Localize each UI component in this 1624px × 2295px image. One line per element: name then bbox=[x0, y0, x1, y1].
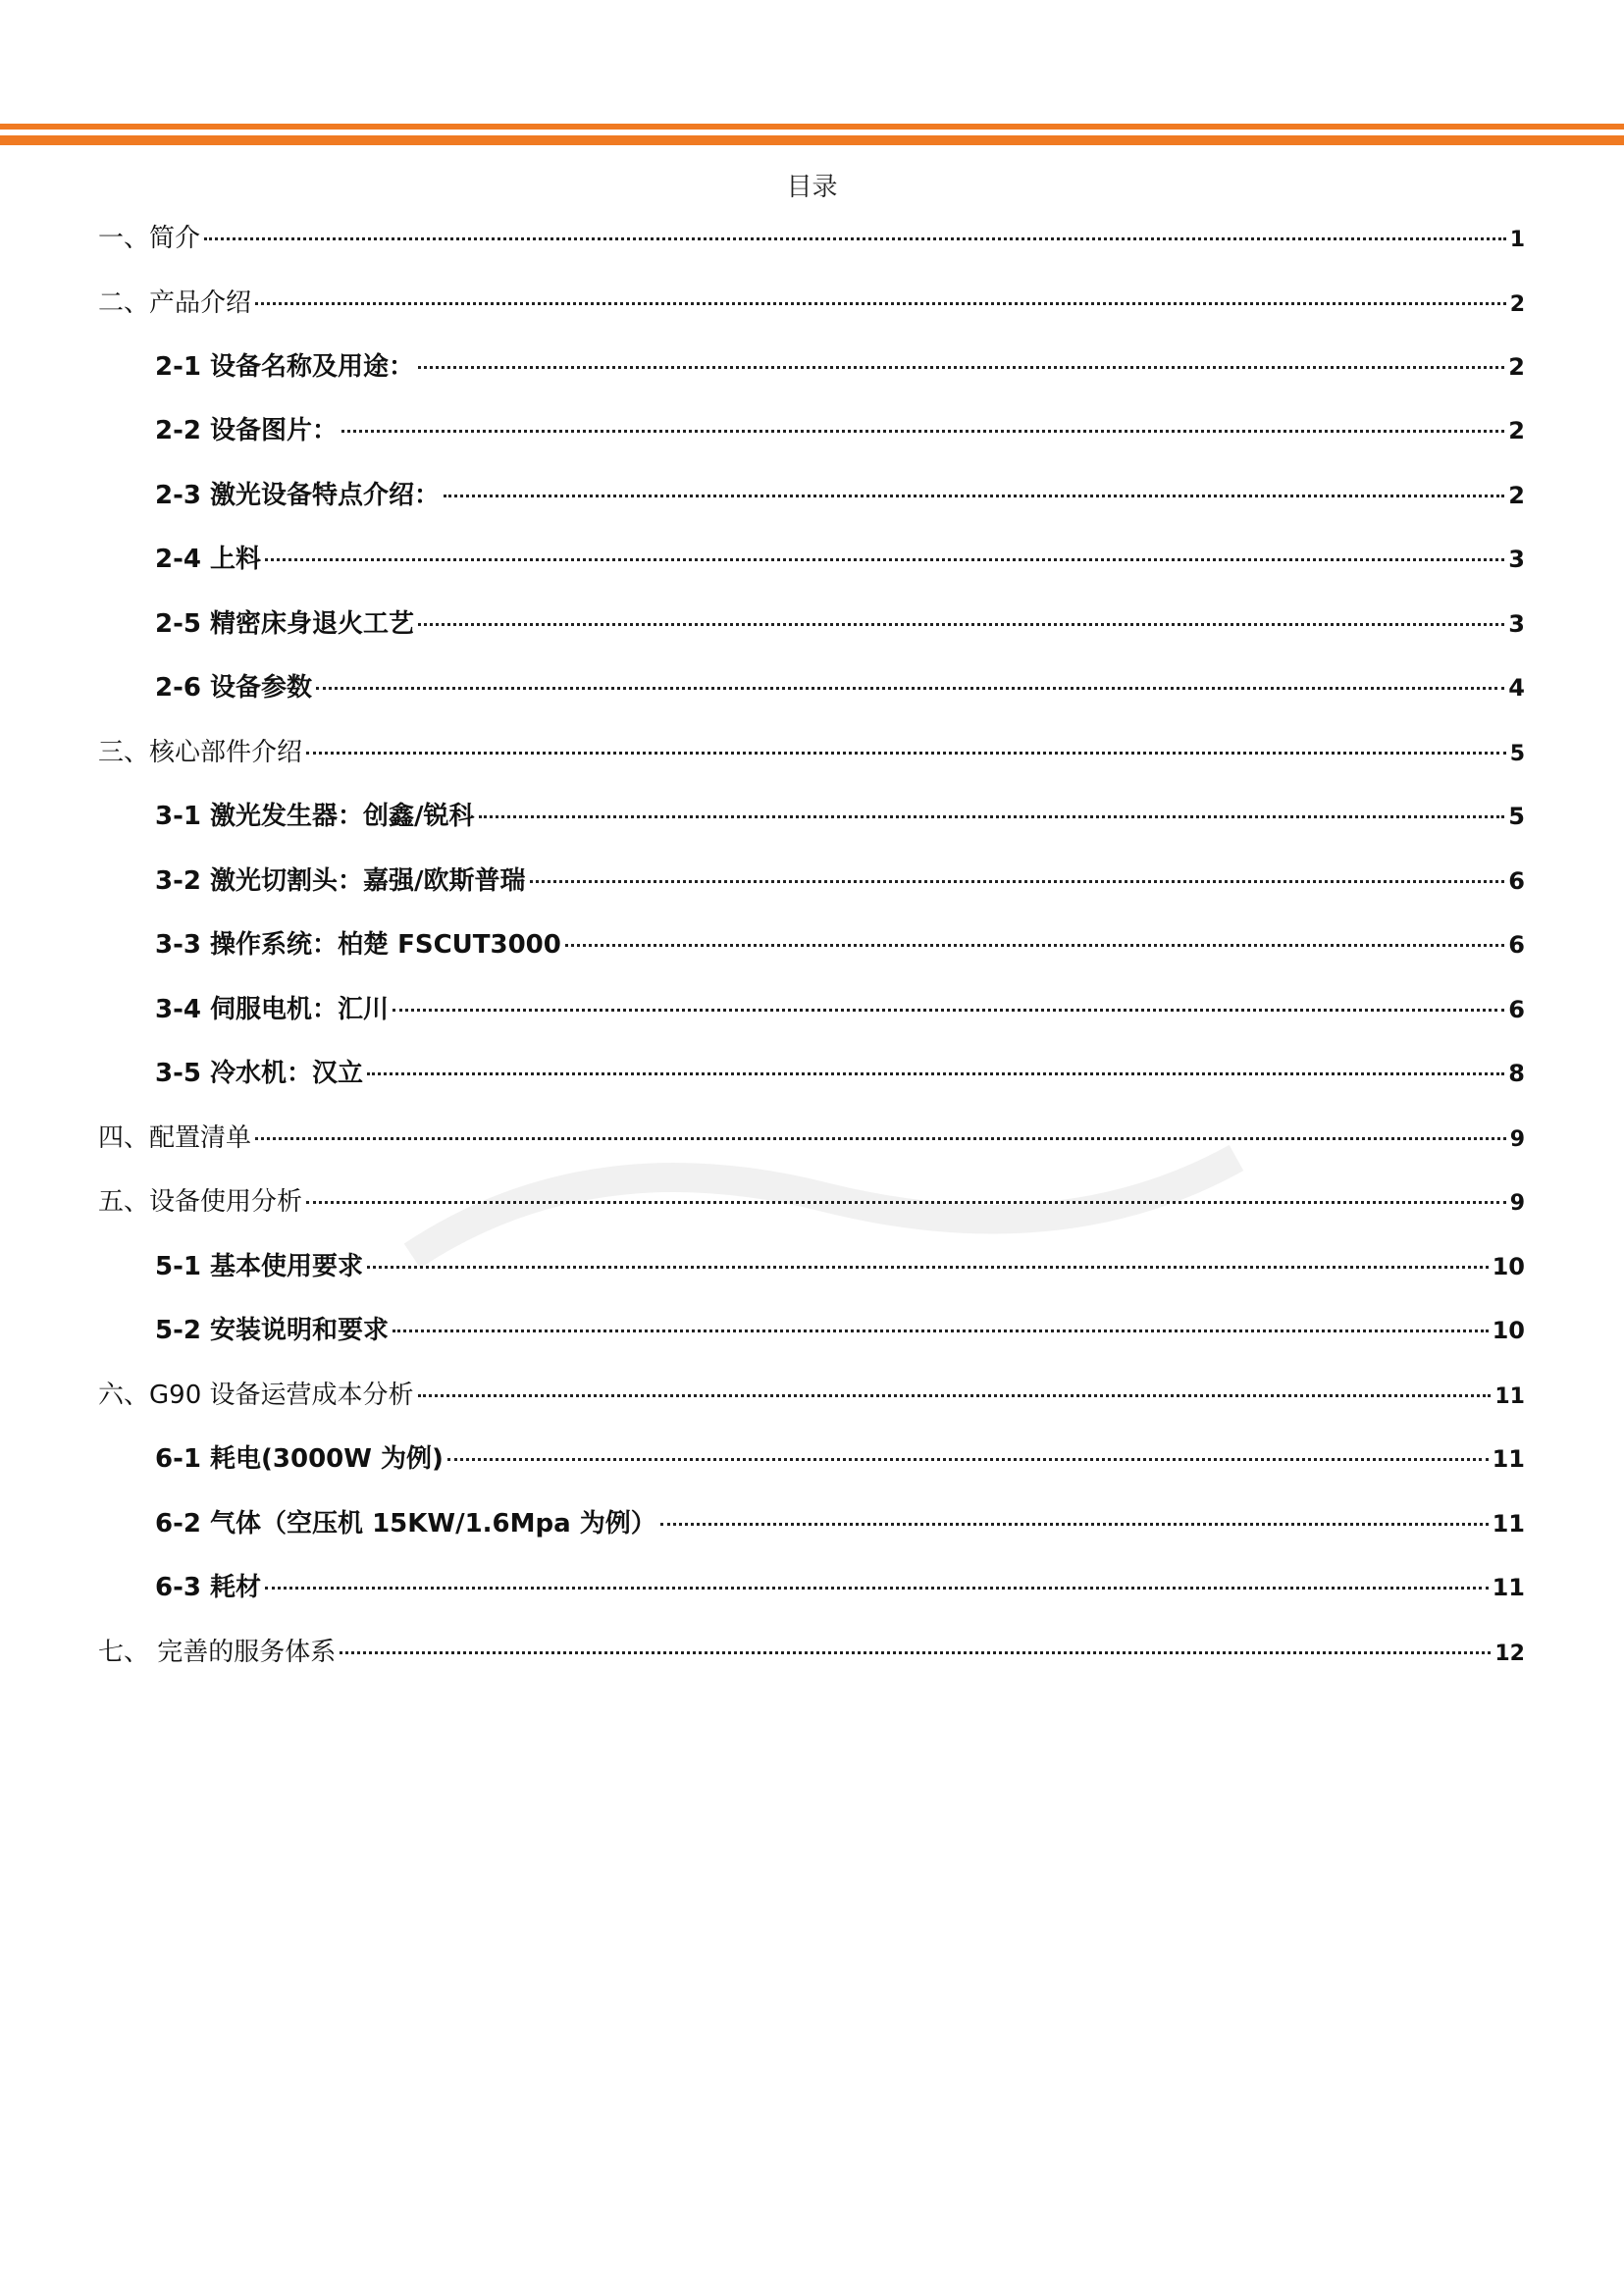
toc-entry-page: 11 bbox=[1494, 1384, 1525, 1409]
toc-entry-label: 6-2 气体（空压机 15KW/1.6Mpa 为例） bbox=[155, 1509, 656, 1539]
toc-leader-dots bbox=[393, 1304, 1489, 1332]
toc-leader-dots bbox=[340, 1626, 1491, 1654]
header-rule-thick bbox=[0, 135, 1624, 145]
toc-entry[interactable] bbox=[98, 283, 1525, 322]
toc-leader-dots bbox=[393, 983, 1504, 1012]
toc-entry-label: 六、G90 设备运营成本分析 bbox=[98, 1381, 414, 1410]
toc-entry-label: 七、 完善的服务体系 bbox=[98, 1638, 337, 1667]
toc-leader-dots bbox=[418, 1369, 1492, 1397]
toc-entry[interactable] bbox=[98, 1632, 1525, 1671]
toc-leader-dots bbox=[530, 855, 1505, 883]
toc-entry[interactable] bbox=[155, 924, 1525, 964]
toc-entry-page: 12 bbox=[1494, 1642, 1525, 1666]
toc-entry[interactable] bbox=[98, 732, 1525, 771]
toc-entry-page: 5 bbox=[1508, 803, 1525, 830]
toc-leader-dots bbox=[367, 1240, 1489, 1269]
toc-entry-label: 一、简介 bbox=[98, 224, 201, 253]
toc-entry[interactable] bbox=[98, 1118, 1525, 1157]
toc-entry[interactable] bbox=[155, 346, 1525, 386]
toc-entry-label: 2-4 上料 bbox=[155, 545, 262, 574]
toc-entry-page: 11 bbox=[1492, 1445, 1525, 1473]
toc-entry-page: 2 bbox=[1508, 417, 1525, 444]
toc-leader-dots bbox=[565, 918, 1504, 947]
toc-entry-label: 2-2 设备图片： bbox=[155, 416, 339, 445]
toc-entry[interactable] bbox=[98, 1181, 1525, 1221]
toc-entry-label: 6-3 耗材 bbox=[155, 1573, 262, 1602]
toc-entry-page: 9 bbox=[1509, 1127, 1525, 1152]
toc-entry-label: 5-1 基本使用要求 bbox=[155, 1252, 364, 1281]
toc-entry-label: 3-3 操作系统：柏楚 FSCUT3000 bbox=[155, 930, 561, 960]
toc-entry-label: 3-5 冷水机：汉立 bbox=[155, 1059, 364, 1088]
toc-leader-dots bbox=[306, 726, 1506, 755]
toc-leader-dots bbox=[418, 340, 1504, 369]
toc-leader-dots bbox=[255, 277, 1506, 305]
toc-entry-page: 4 bbox=[1508, 674, 1525, 702]
toc-entry-label: 3-2 激光切割头：嘉强/欧斯普瑞 bbox=[155, 866, 526, 896]
toc-leader-dots bbox=[265, 1561, 1489, 1590]
toc-entry-page: 3 bbox=[1508, 546, 1525, 573]
toc-entry-page: 6 bbox=[1508, 867, 1525, 895]
toc-entry-label: 2-6 设备参数 bbox=[155, 673, 313, 703]
header-rule-thin bbox=[0, 124, 1624, 130]
toc-leader-dots bbox=[306, 1175, 1506, 1204]
toc-leader-dots bbox=[447, 1433, 1489, 1461]
toc-entry-page: 2 bbox=[1509, 292, 1525, 317]
toc-leader-dots bbox=[265, 533, 1504, 561]
toc-leader-dots bbox=[341, 404, 1504, 433]
toc-entry-page: 10 bbox=[1492, 1317, 1525, 1344]
toc-entry-label: 2-3 激光设备特点介绍： bbox=[155, 481, 441, 510]
toc-entry[interactable] bbox=[155, 475, 1525, 514]
toc-entry-page: 3 bbox=[1508, 610, 1525, 638]
toc-entry[interactable] bbox=[155, 1567, 1525, 1606]
toc-entry-page: 6 bbox=[1508, 996, 1525, 1023]
toc-entry-label: 五、设备使用分析 bbox=[98, 1187, 303, 1217]
toc-entry-label: 四、配置清单 bbox=[98, 1123, 252, 1153]
toc-entry[interactable] bbox=[155, 1310, 1525, 1349]
toc-entry[interactable] bbox=[155, 989, 1525, 1028]
toc-entry[interactable] bbox=[155, 410, 1525, 449]
toc-leader-dots bbox=[367, 1047, 1504, 1075]
toc-entry-page: 11 bbox=[1492, 1510, 1525, 1538]
toc-entry-page: 8 bbox=[1508, 1060, 1525, 1087]
toc-entry-page: 5 bbox=[1509, 742, 1525, 766]
toc-leader-dots bbox=[316, 661, 1504, 690]
toc-entry-label: 三、核心部件介绍 bbox=[98, 738, 303, 767]
toc-entry[interactable] bbox=[155, 861, 1525, 900]
toc-leader-dots bbox=[660, 1497, 1489, 1526]
toc-entry[interactable] bbox=[155, 1503, 1525, 1542]
toc-title: 目录 bbox=[786, 173, 838, 202]
toc-entry-label: 3-4 伺服电机：汇川 bbox=[155, 995, 390, 1024]
toc-leader-dots bbox=[418, 598, 1504, 626]
toc-entry-label: 6-1 耗电(3000W 为例) bbox=[155, 1444, 444, 1474]
toc-entry-label: 二、产品介绍 bbox=[98, 288, 252, 318]
toc-leader-dots bbox=[444, 469, 1504, 497]
toc-entry[interactable] bbox=[155, 603, 1525, 643]
toc-entry-label: 2-5 精密床身退火工艺 bbox=[155, 609, 415, 639]
toc-entry[interactable] bbox=[155, 1438, 1525, 1478]
toc-entry-label: 5-2 安装说明和要求 bbox=[155, 1316, 390, 1345]
toc-entry-page: 1 bbox=[1509, 228, 1525, 252]
toc-entry[interactable] bbox=[155, 539, 1525, 578]
toc-entry-page: 2 bbox=[1508, 353, 1525, 381]
toc-entry-label: 2-1 设备名称及用途： bbox=[155, 352, 415, 382]
toc-entry[interactable] bbox=[98, 1375, 1525, 1414]
toc-entry[interactable] bbox=[155, 1246, 1525, 1285]
toc-entry[interactable] bbox=[155, 1053, 1525, 1092]
toc-entry-page: 2 bbox=[1508, 482, 1525, 509]
toc-entry-page: 11 bbox=[1492, 1574, 1525, 1601]
toc-entry-page: 6 bbox=[1508, 931, 1525, 959]
toc-leader-dots bbox=[479, 790, 1505, 818]
toc-entry-label: 3-1 激光发生器：创鑫/锐科 bbox=[155, 802, 475, 831]
toc-leader-dots bbox=[204, 212, 1506, 240]
toc-leader-dots bbox=[255, 1112, 1506, 1140]
toc-entry[interactable] bbox=[155, 667, 1525, 706]
toc-entry[interactable] bbox=[155, 796, 1525, 835]
toc-entry[interactable] bbox=[98, 218, 1525, 257]
toc-entry-page: 9 bbox=[1509, 1191, 1525, 1216]
toc-entry-page: 10 bbox=[1492, 1253, 1525, 1280]
